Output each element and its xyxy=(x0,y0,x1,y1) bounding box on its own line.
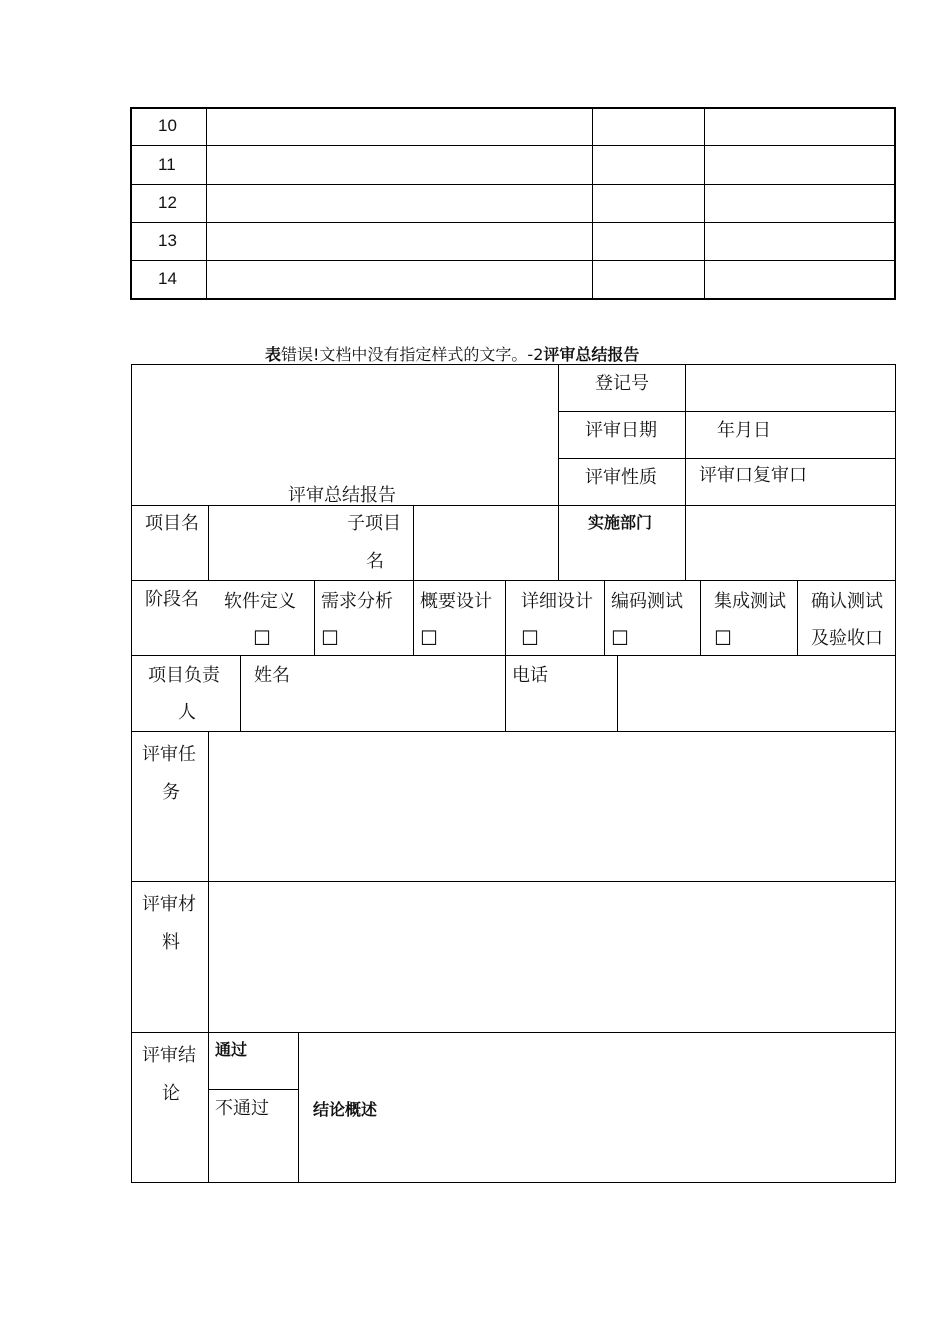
conclusion-summary-label: 结论概述 xyxy=(313,1100,378,1119)
stage-checkbox[interactable]: ☐ xyxy=(253,626,271,650)
review-conclusion-label: 评审结 xyxy=(142,1045,196,1066)
conclusion-summary-field[interactable] xyxy=(299,1033,895,1182)
report-title: 评审总结报告 xyxy=(288,485,396,506)
caption-suffix: 评审总结报告 xyxy=(543,345,640,364)
owner-label-cont: 人 xyxy=(178,702,196,723)
table-row-number: 14 xyxy=(158,269,177,288)
review-task-label-cont: 务 xyxy=(162,782,180,803)
register-no-label: 登记号 xyxy=(595,373,649,394)
stage-checkbox[interactable]: ☐ xyxy=(420,626,438,650)
stage-checkbox[interactable]: ☐ xyxy=(321,626,339,650)
phone-label: 电话 xyxy=(512,665,548,686)
stage-checkbox[interactable]: ☐ xyxy=(714,626,732,650)
stage-option-label: 编码测试 xyxy=(611,591,683,612)
stage-option-label: 概要设计 xyxy=(420,591,492,612)
review-material-field[interactable] xyxy=(209,882,895,1032)
table-row-number: 10 xyxy=(158,116,177,135)
table-row-number: 11 xyxy=(158,155,176,174)
stage-option-checkbox-text[interactable]: 及验收口 xyxy=(811,628,883,649)
review-date-label: 评审日期 xyxy=(585,420,657,441)
register-no-field[interactable] xyxy=(686,365,895,411)
sub-project-label: 子项目 xyxy=(347,513,401,534)
table-caption xyxy=(265,342,639,365)
stage-option-label: 集成测试 xyxy=(714,591,786,612)
review-date-value[interactable]: 年月日 xyxy=(717,420,771,441)
review-task-label: 评审任 xyxy=(142,744,196,765)
review-conclusion-label-cont: 论 xyxy=(162,1083,180,1104)
table-row-number: 13 xyxy=(158,231,177,250)
stage-checkbox[interactable]: ☐ xyxy=(611,626,629,650)
stage-option-label: 需求分析 xyxy=(321,591,393,612)
owner-name-field[interactable] xyxy=(241,690,505,730)
stage-label: 阶段名 xyxy=(145,589,199,610)
review-material-label: 评审材 xyxy=(142,894,196,915)
review-nature-value[interactable]: 评审口复审口 xyxy=(699,465,807,486)
review-nature-label: 评审性质 xyxy=(585,467,657,488)
review-task-field[interactable] xyxy=(209,732,895,881)
sub-project-label-cont: 名 xyxy=(366,551,384,572)
stage-option-label: 软件定义 xyxy=(224,591,296,612)
stage-option-label: 详细设计 xyxy=(521,591,593,612)
caption-prefix: 表 xyxy=(265,345,282,364)
pass-option[interactable]: 通过 xyxy=(215,1040,248,1059)
fail-option[interactable]: 不通过 xyxy=(215,1098,269,1119)
caption-middle: 错误!文档中没有指定样式的文字。-2 xyxy=(281,345,544,364)
stage-checkbox[interactable]: ☐ xyxy=(521,626,539,650)
review-material-label-cont: 料 xyxy=(162,932,180,953)
department-field[interactable] xyxy=(686,506,895,580)
owner-name-label: 姓名 xyxy=(254,665,290,686)
sub-project-field[interactable] xyxy=(414,506,558,580)
project-name-label: 项目名 xyxy=(145,513,199,534)
table-row-number: 12 xyxy=(158,193,177,212)
stage-option-label: 确认测试 xyxy=(811,591,883,612)
owner-label: 项目负责 xyxy=(148,665,220,686)
phone-field[interactable] xyxy=(618,656,895,731)
department-label: 实施部门 xyxy=(588,513,653,532)
